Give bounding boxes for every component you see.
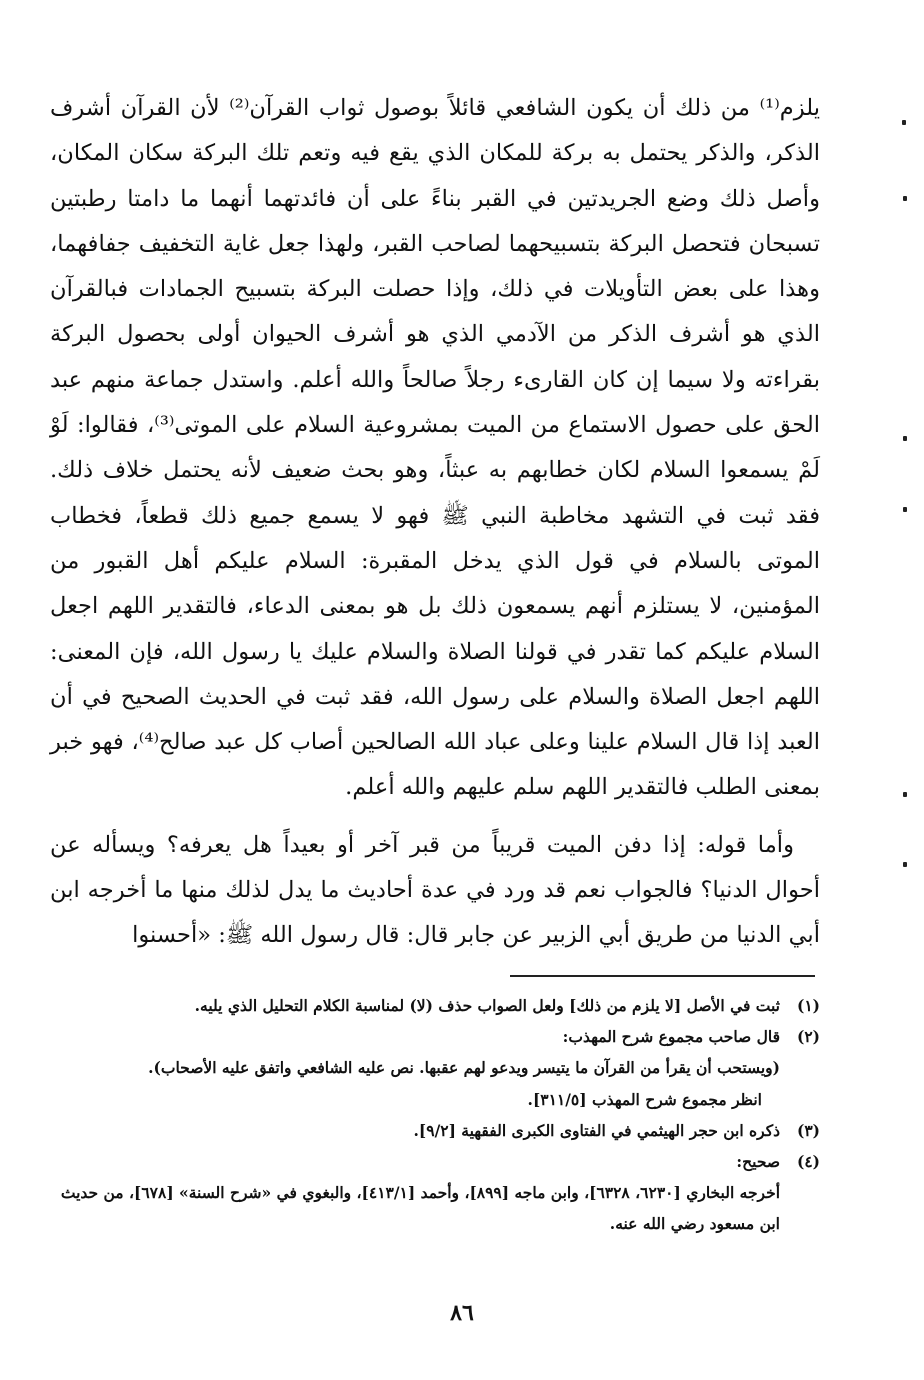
footnote-4 [50, 1146, 820, 1177]
footnotes [50, 990, 820, 1240]
footnote-separator [510, 975, 815, 977]
footnote-text: ثبت في الأصل [لا يلزم من ذلك] ولعل الصواب حذف (لا) لمناسبة الكلام التحليل الذي يليه. [194, 996, 780, 1015]
page-number: ٨٦ [450, 1300, 474, 1326]
footnote-number: (٤) [796, 1152, 820, 1172]
footnote-number: (٢) [796, 1027, 820, 1047]
footnote-4-sources [50, 1177, 820, 1239]
footnote-text: انظر مجموع شرح المهذب [٣١١/٥]. [527, 1089, 762, 1109]
scan-mark [903, 196, 907, 201]
paragraph-2: وأما قوله: إذا دفن الميت قريباً من قبر آخر أو بعيداً هل يعرفه؟ ويسأله عن أحوال الدنيا؟ فالجواب نعم قد ورد في عدة أحاديث ما يدل لذلك منها ما أخرجه ابن أبي الدنيا من طريق أبي الزبير عن جابر قال: قال رسول الله ﷺ: «أحسنوا [50, 831, 820, 949]
footnote-text: صحيح: [736, 1152, 780, 1172]
footnote-1 [50, 990, 820, 1021]
scan-mark [903, 507, 907, 512]
main-text [50, 86, 820, 959]
footnote-text: قال صاحب مجموع شرح المهذب: [562, 1027, 780, 1047]
paragraph-1: يلزم⁽¹⁾ من ذلك أن يكون الشافعي قائلاً بوصول ثواب القرآن⁽²⁾ لأن القرآن أشرف الذكر، والذكر يحتمل به بركة للمكان الذي يقع فيه وتعم تلك البركة سكان المكان، وأصل ذلك وضع الجريدتين في القبر بناءً على أن فائدتهما أنهما ما دامتا رطبتين تسبحان فتحصل البركة بتسبيحهما لصاحب القبر، ولهذا جعل غاية التخفيف جفافهما، وهذا على بعض التأويلات في ذلك، وإذا حصلت البركة بتسبيح الجمادات فبالقرآن الذي هو أشرف الذكر من الآدمي الذي هو أشرف الحيوان أولى بحصول البركة بقراءته ولا سيما إن كان القارىء رجلاً صالحاً والله أعلم. واستدل جماعة منهم عبد الحق على حصول الاستماع من الميت بمشروعية السلام على الموتى⁽³⁾، فقالوا: لَوْ لَمْ يسمعوا السلام لكان خطابهم به عبثاً، وهو بحث ضعيف لأنه يحتمل خلاف ذلك. فقد ثبت في التشهد مخاطبة النبي ﷺ فهو لا يسمع جميع ذلك قطعاً، فخطاب الموتى بالسلام في قول الذي يدخل المقبرة: السلام عليكم أهل القبور من المؤمنين، لا يستلزم أنهم يسمعون ذلك بل هو بمعنى الدعاء، فالتقدير اللهم اجعل السلام عليكم كما تقدر في قولنا الصلاة والسلام عليك يا رسول الله، فإن المعنى: اللهم اجعل الصلاة والسلام على رسول الله، فقد ثبت في الحديث الصحيح في أن العبد إذا قال السلام علينا وعلى عباد الله الصالحين أصاب كل عبد صالح⁽⁴⁾، فهو خبر بمعنى الطلب فالتقدير اللهم سلم عليهم والله أعلم. [50, 95, 821, 801]
footnote-text: (ويستحب أن يقرأ من القرآن ما يتيسر ويدعو لهم عقبها. نص عليه الشافعي واتفق عليه الأصحاب). [148, 1058, 780, 1078]
footnote-2-reference [50, 1084, 820, 1115]
footnote-number: (٣) [796, 1120, 820, 1140]
scan-mark [903, 862, 907, 867]
scan-mark [903, 436, 907, 441]
footnote-2 [50, 1021, 820, 1052]
scan-mark [902, 120, 906, 125]
footnote-text: ذكره ابن حجر الهيثمي في الفتاوى الكبرى الفقهية [٩/٢]. [413, 1120, 780, 1140]
scan-mark [903, 792, 907, 797]
footnote-number: (١) [796, 996, 820, 1015]
footnote-2-quote [50, 1052, 820, 1083]
footnote-text: أخرجه البخاري [٦٢٣٠، ٦٣٢٨]، وابن ماجه [٨٩٩]، وأحمد [٤١٣/١]، والبغوي في «شرح السنة» [٦٧٨]، من حديث ابن مسعود رضي الله عنه. [60, 1183, 780, 1234]
footnote-3 [50, 1115, 820, 1146]
